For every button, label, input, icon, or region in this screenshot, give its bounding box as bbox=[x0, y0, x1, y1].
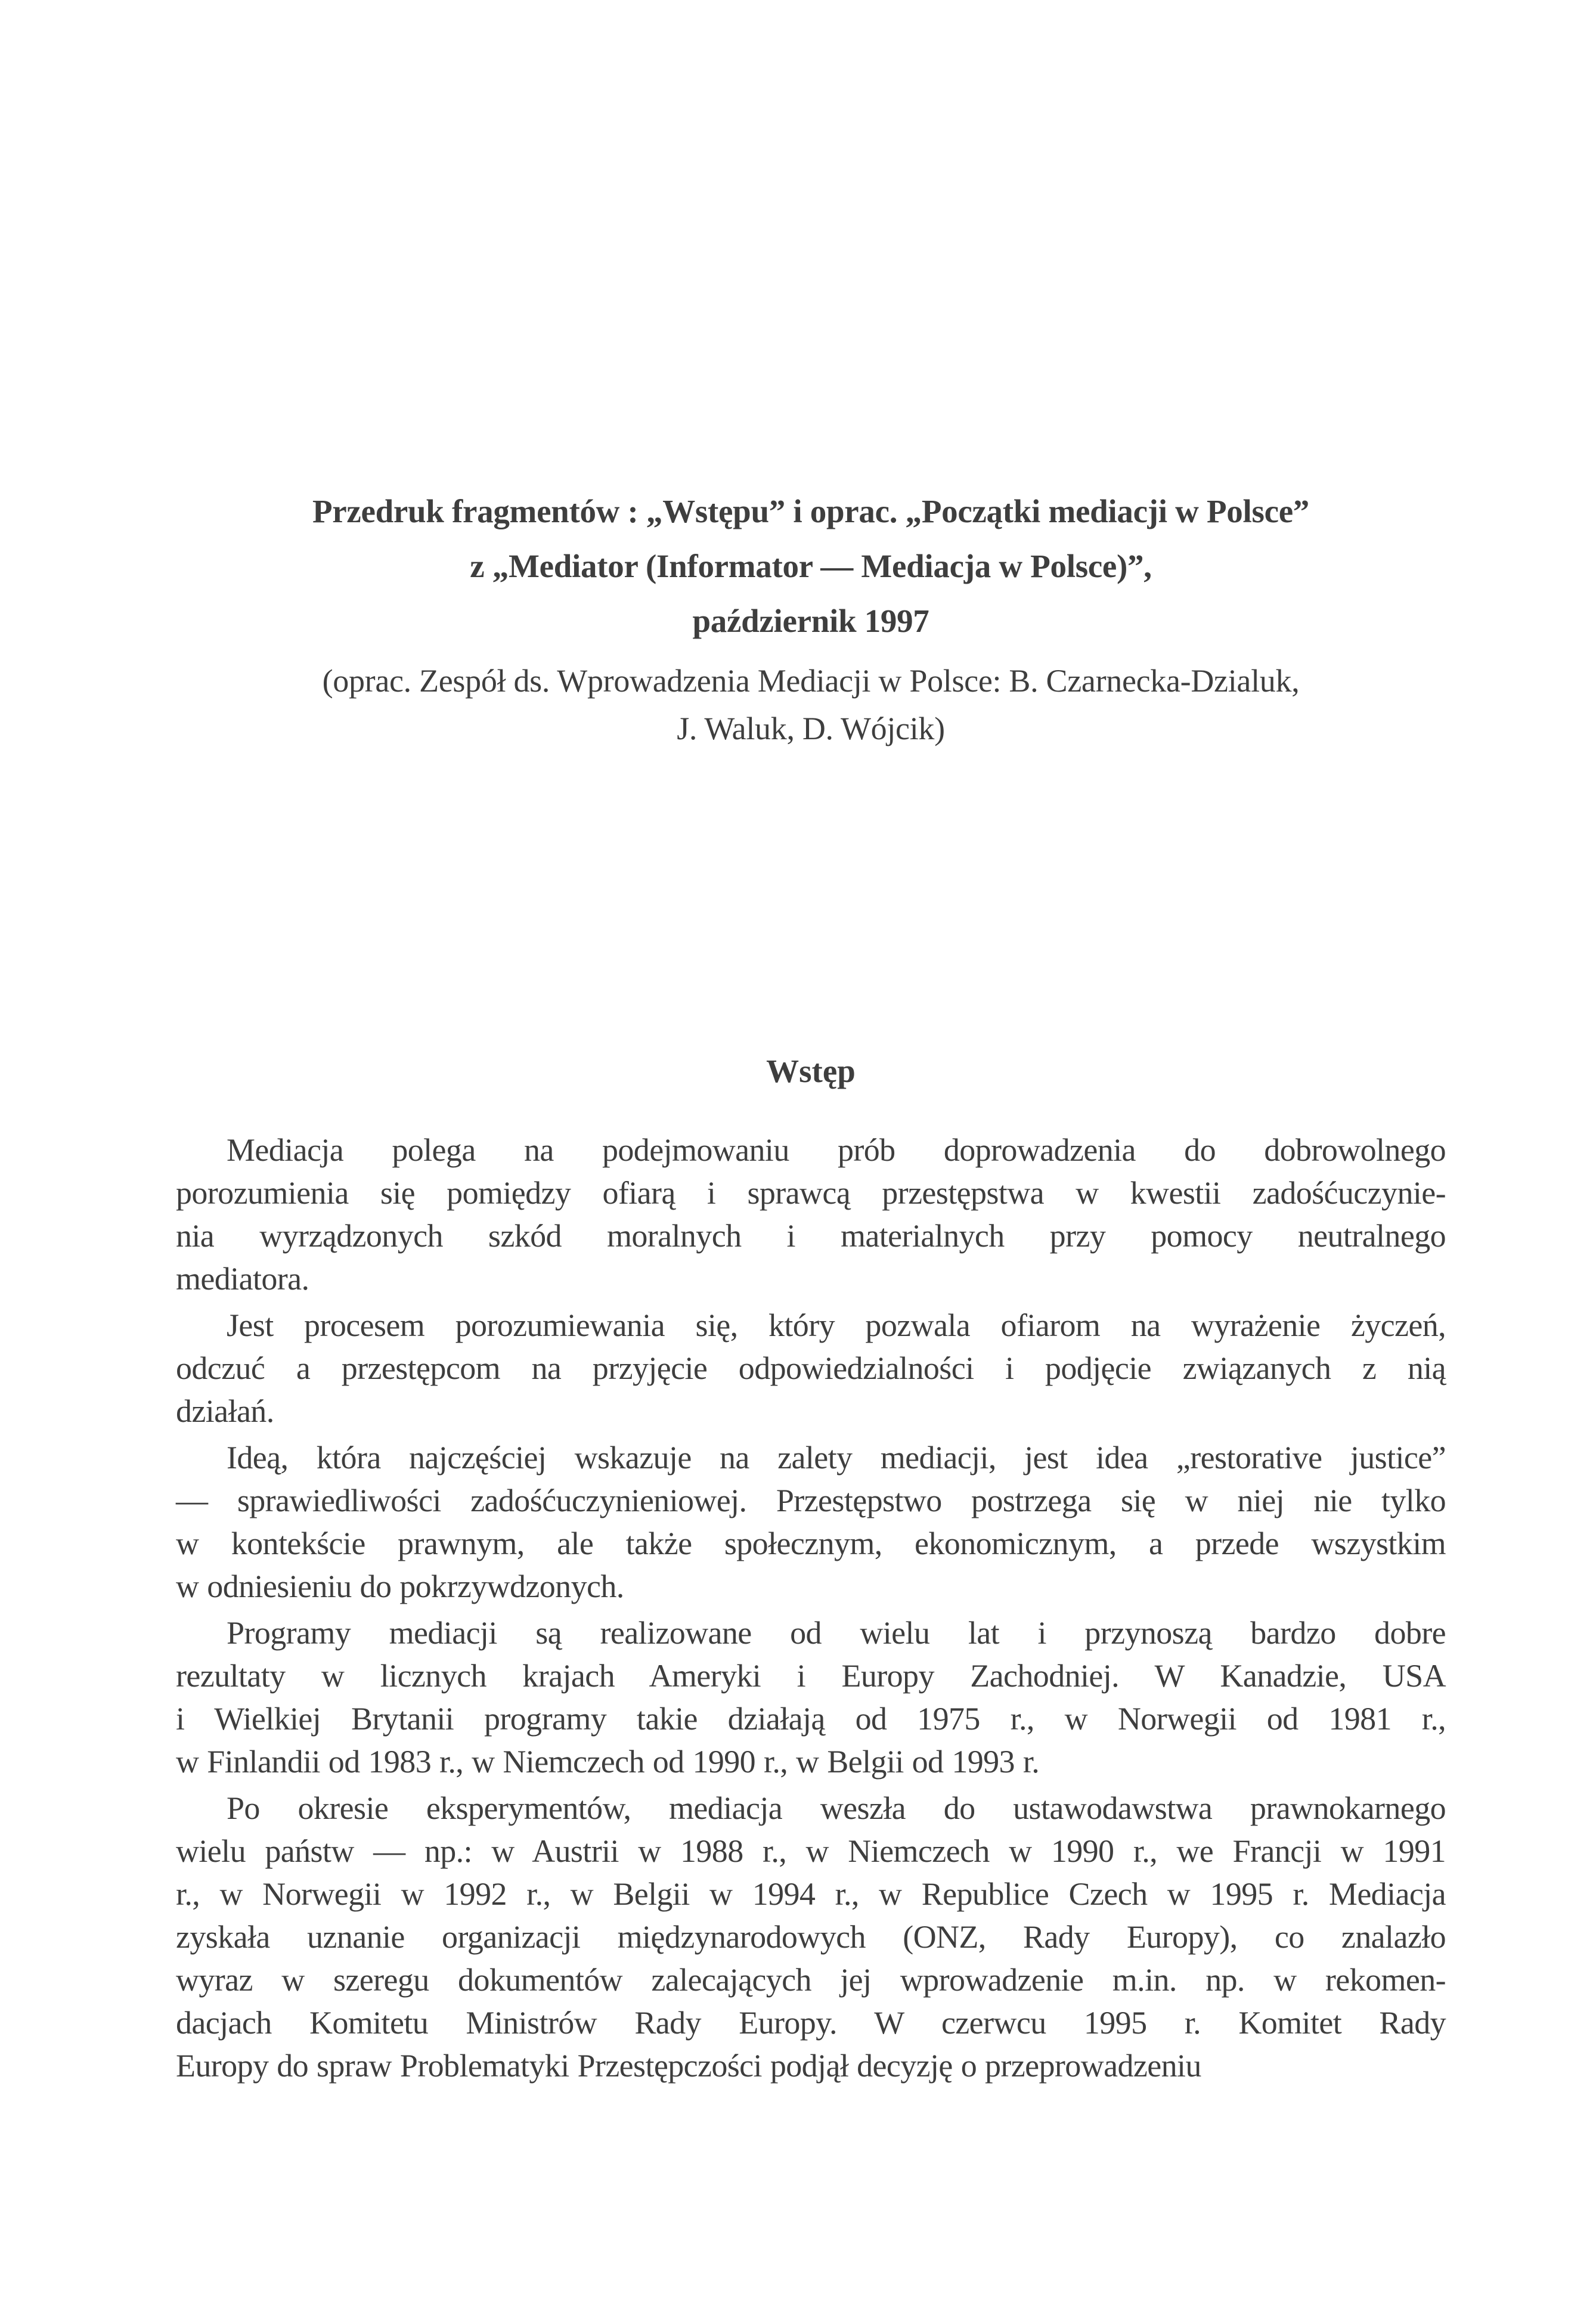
text-line: Europy do spraw Problematyki Przestępczości podjął decyzję o przeprowadzeniu bbox=[176, 2048, 1201, 2084]
text-line: rezultaty w licznych krajach Ameryki i Europy Zachodniej. W Kanadzie, USA bbox=[176, 1658, 1446, 1694]
text-line: dacjach Komitetu Ministrów Rady Europy. W czerwcu 1995 r. Komitet Rady bbox=[176, 2005, 1446, 2041]
text-line: w kontekście prawnym, ale także społecznym, ekonomicznym, a przede wszystkim bbox=[176, 1526, 1446, 1561]
credit-line: J. Waluk, D. Wójcik) bbox=[677, 711, 945, 746]
paragraph bbox=[176, 1611, 1446, 1783]
header-date-line: październik 1997 bbox=[692, 603, 929, 639]
header-title-line: z „Mediator (Informator — Mediacja w Polsce)”, bbox=[470, 548, 1152, 584]
document-body bbox=[176, 1129, 1446, 2087]
text-line: wyraz w szeregu dokumentów zalecających jej wprowadzenie m.in. np. w rekomen- bbox=[176, 1962, 1446, 1998]
text-line: r., w Norwegii w 1992 r., w Belgii w 1994 r., w Republice Czech w 1995 r. Mediacja bbox=[176, 1876, 1446, 1912]
text-line: odczuć a przestępcom na przyjęcie odpowiedzialności i podjęcie związanych z nią bbox=[176, 1350, 1446, 1386]
text-line: w Finlandii od 1983 r., w Niemczech od 1990 r., w Belgii od 1993 r. bbox=[176, 1744, 1040, 1780]
text-line: i Wielkiej Brytanii programy takie działają od 1975 r., w Norwegii od 1981 r., bbox=[176, 1701, 1446, 1737]
text-line: zyskała uznanie organizacji międzynarodowych (ONZ, Rady Europy), co znalazło bbox=[176, 1919, 1446, 1955]
text-line: Programy mediacji są realizowane od wielu lat i przynoszą bardzo dobre bbox=[227, 1615, 1446, 1651]
paragraph bbox=[176, 1787, 1446, 2087]
document-content bbox=[176, 0, 1446, 2087]
text-line: działań. bbox=[176, 1393, 274, 1429]
text-line: Ideą, która najczęściej wskazuje na zalety mediacji, jest idea „restorative justice” bbox=[227, 1440, 1446, 1476]
text-line: nia wyrządzonych szkód moralnych i materialnych przy pomocy neutralnego bbox=[176, 1218, 1446, 1254]
text-line: porozumienia się pomiędzy ofiarą i sprawcą przestępstwa w kwestii zadośćuczynie- bbox=[176, 1175, 1446, 1211]
document-header bbox=[176, 0, 1446, 649]
credit-line: (oprac. Zespół ds. Wprowadzenia Mediacji w Polsce: B. Czarnecka-Dzialuk, bbox=[322, 663, 1300, 699]
text-line: — sprawiedliwości zadośćuczynieniowej. Przestępstwo postrzega się w niej nie tylko bbox=[176, 1483, 1446, 1518]
header-title-line: Przedruk fragmentów : „Wstępu” i oprac. „Początki mediacji w Polsce” bbox=[312, 493, 1310, 529]
text-line: Jest procesem porozumiewania się, który pozwala ofiarom na wyrażenie życzeń, bbox=[227, 1307, 1446, 1343]
paragraph bbox=[176, 1304, 1446, 1433]
text-line: wielu państw — np.: w Austrii w 1988 r., w Niemczech w 1990 r., we Francji w 1991 bbox=[176, 1833, 1446, 1869]
text-line: mediatora. bbox=[176, 1261, 309, 1297]
paragraph bbox=[176, 1436, 1446, 1608]
text-line: w odniesieniu do pokrzywdzonych. bbox=[176, 1569, 624, 1604]
paragraph bbox=[176, 1129, 1446, 1300]
text-line: Po okresie eksperymentów, mediacja weszła do ustawodawstwa prawnokarnego bbox=[227, 1790, 1446, 1826]
text-line: Mediacja polega na podejmowaniu prób doprowadzenia do dobrowolnego bbox=[227, 1132, 1446, 1168]
section-title: Wstęp bbox=[766, 1053, 856, 1089]
credit-block bbox=[176, 657, 1446, 752]
